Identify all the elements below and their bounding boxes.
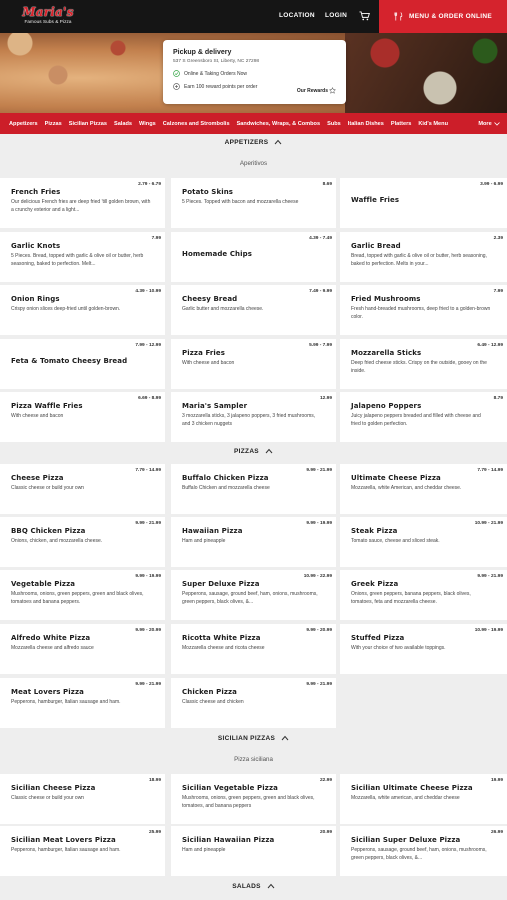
item-name: Ultimate Cheese Pizza <box>351 474 441 482</box>
item-description: Ham and pineapple <box>182 847 226 853</box>
menu-item-card[interactable] <box>340 392 507 442</box>
item-price: 22.99 <box>319 778 332 783</box>
item-description: Fresh hand-breaded mushrooms, deep fried to a golden-brown color. <box>351 306 491 320</box>
section-header-sicilian[interactable] <box>0 735 507 742</box>
section-title: SICILIAN PIZZAS <box>217 735 276 742</box>
item-price: 9.99 - 21.99 <box>477 574 503 579</box>
item-description: 5 Pieces. Bread, topped with garlic & olive oil or butter, herb seasoning, baked to perfection. Melt... <box>11 253 144 267</box>
chevron-up-icon <box>265 448 273 454</box>
item-description: Our delicious French fries are deep fried 'till golden brown, with a crunchy exterior and a light... <box>11 199 151 213</box>
item-description: Pepperons, sausage, ground beef, ham, onions, mushrooms, green peppers, black olives, &... <box>182 591 318 605</box>
menu-item-card[interactable] <box>0 232 165 282</box>
item-description: Classic cheese and chicken <box>182 699 244 705</box>
logo[interactable] <box>19 6 77 28</box>
menu-item-card[interactable] <box>340 232 507 282</box>
section-subtitle: Aperitivos <box>239 160 268 167</box>
item-name: Jalapeno Poppers <box>351 402 422 410</box>
item-description: With your choice of two available toppings. <box>351 645 446 651</box>
item-description: Bread, topped with garlic & olive oil or butter, herb seasoning, baked to perfection. Melts in your... <box>351 253 487 267</box>
item-name: Hawaiian Pizza <box>182 527 243 535</box>
menu-item-card[interactable] <box>171 464 336 514</box>
item-price: 10.99 - 22.99 <box>303 574 332 579</box>
item-price: 9.99 - 21.99 <box>135 682 161 687</box>
item-description: Pepperons, hamburger, Italian sausage and ham. <box>11 699 121 705</box>
item-description: Mozzarella, white American, and cheddar cheese. <box>351 485 462 491</box>
item-price: 6.69 - 8.99 <box>138 396 161 401</box>
category-tab[interactable]: Wings <box>139 120 156 127</box>
item-price: 9.99 - 20.99 <box>306 628 332 633</box>
menu-item-card[interactable] <box>340 570 507 620</box>
item-description: Deep fried cheese sticks. Crispy on the outside, gooey on the inside. <box>351 360 487 374</box>
item-price: 2.39 <box>493 236 503 241</box>
our-rewards-link[interactable]: Our Rewards <box>296 88 328 94</box>
cart-icon[interactable] <box>359 11 370 21</box>
item-description: Pepperons, sausage, ground beef, ham, onions, mushrooms, green peppers, black olives, &... <box>351 847 487 861</box>
login-link[interactable]: LOGIN <box>325 12 348 19</box>
menu-item-card[interactable] <box>171 392 336 442</box>
more-label: More <box>478 120 492 127</box>
item-price: 7.99 <box>493 289 503 294</box>
menu-item-card[interactable] <box>0 285 165 335</box>
item-name: Homemade Chips <box>182 250 253 258</box>
item-name: Mozzarella Sticks <box>351 349 422 357</box>
item-description: 3 mozzarella sticks, 3 jalapeno poppers, 3 fried mushrooms, and 3 chicken nuggets <box>182 413 316 427</box>
item-name: Steak Pizza <box>351 527 398 535</box>
item-price: 7.79 - 14.99 <box>477 468 503 473</box>
reward-text: Earn 100 reward points per order <box>184 83 258 90</box>
more-categories-button[interactable] <box>471 113 507 134</box>
item-name: Feta & Tomato Cheesy Bread <box>11 357 128 365</box>
item-name: Vegetable Pizza <box>11 580 76 588</box>
item-description: 5 Pieces. Topped with bacon and mozzarella cheese <box>182 199 299 205</box>
section-header-salads[interactable] <box>0 883 507 890</box>
logo-wordmark: Maria's <box>22 5 74 19</box>
category-tab[interactable]: Sandwiches, Wraps, & Combos <box>236 120 321 127</box>
section-header-pizzas[interactable] <box>0 448 507 455</box>
item-description: Tomato sauce, cheese and sliced steak. <box>351 538 440 544</box>
item-name: Fried Mushrooms <box>351 295 421 303</box>
item-description: With cheese and bacon <box>182 360 235 366</box>
fork-knife-icon <box>394 12 403 21</box>
check-circle-icon <box>173 70 180 77</box>
item-name: Sicilian Meat Lovers Pizza <box>11 836 116 844</box>
menu-item-card[interactable] <box>340 285 507 335</box>
menu-item-card[interactable] <box>0 826 165 876</box>
item-price: 8.69 <box>322 182 332 187</box>
item-name: Cheese Pizza <box>11 474 64 482</box>
item-price: 9.99 - 20.99 <box>135 628 161 633</box>
item-description: Crispy onion slices deep-fried until golden-brown. <box>11 306 121 312</box>
section-subtitle: Pizza siciliana <box>234 756 273 763</box>
menu-item-card[interactable] <box>0 624 165 674</box>
star-icon[interactable] <box>329 87 336 94</box>
item-name: Cheesy Bread <box>182 295 238 303</box>
item-name: Chicken Pizza <box>182 688 238 696</box>
section-header-appetizers[interactable] <box>0 139 507 146</box>
item-price: 9.99 - 19.99 <box>135 574 161 579</box>
menu-item-card[interactable] <box>0 678 165 728</box>
item-name: Alfredo White Pizza <box>11 634 91 642</box>
item-price: 7.49 - 9.99 <box>309 289 332 294</box>
item-price: 10.99 - 19.99 <box>474 628 503 633</box>
section-title: APPETIZERS <box>224 139 269 146</box>
menu-item-card[interactable] <box>340 339 507 389</box>
pickup-delivery-card <box>163 40 346 104</box>
category-tab[interactable]: Calzones and Strombolis <box>162 120 230 127</box>
item-name: Sicilian Super Deluxe Pizza <box>351 836 461 844</box>
menu-item-card[interactable] <box>171 339 336 389</box>
menu-item-card[interactable] <box>171 570 336 620</box>
category-tab[interactable]: Salads <box>113 120 133 127</box>
menu-item-card[interactable] <box>0 517 165 567</box>
online-status <box>173 70 336 77</box>
menu-item-card[interactable] <box>171 517 336 567</box>
item-name: Pizza Waffle Fries <box>11 402 83 410</box>
category-tab[interactable]: Italian Dishes <box>347 120 384 127</box>
pickup-address: 537 S Greensboro St, Liberty, NC 27298 <box>173 59 260 64</box>
item-name: Sicilian Hawaiian Pizza <box>182 836 275 844</box>
item-name: French Fries <box>11 188 61 196</box>
menu-item-card[interactable] <box>0 392 165 442</box>
item-price: 19.99 <box>490 778 503 783</box>
item-price: 7.99 <box>151 236 161 241</box>
item-description: Garlic butter and mozzarella cheese. <box>182 306 264 312</box>
menu-item-card[interactable] <box>0 464 165 514</box>
item-price: 8.79 <box>493 396 503 401</box>
item-name: Pizza Fries <box>182 349 226 357</box>
menu-item-card[interactable] <box>340 178 507 228</box>
chevron-down-icon <box>494 122 500 126</box>
section-title: SALADS <box>232 883 261 890</box>
category-tab[interactable]: Pizzas <box>44 120 62 127</box>
item-price: 9.99 - 19.99 <box>306 521 332 526</box>
item-name: Garlic Bread <box>351 242 401 250</box>
item-price: 4.39 - 7.49 <box>309 236 332 241</box>
item-description: Pepperons, hamburger, Italian sausage and ham. <box>11 847 121 853</box>
menu-item-card[interactable] <box>0 570 165 620</box>
item-name: Sicilian Ultimate Cheese Pizza <box>351 784 473 792</box>
item-price: 7.99 - 12.99 <box>135 343 161 348</box>
menu-item-card[interactable] <box>340 464 507 514</box>
plus-circle-icon <box>173 83 180 90</box>
category-nav <box>0 113 507 134</box>
item-description: Juicy jalapeno peppers breaded and filled with cheese and fried to golden perfection. <box>351 413 481 427</box>
category-tab[interactable]: Sicilian Pizzas <box>68 120 107 127</box>
category-tab[interactable]: Subs <box>327 120 341 127</box>
menu-order-online-button[interactable] <box>379 0 507 33</box>
chevron-up-icon <box>274 139 282 145</box>
item-price: 10.99 - 21.99 <box>474 521 503 526</box>
menu-item-card[interactable] <box>171 178 336 228</box>
menu-item-card[interactable] <box>0 339 165 389</box>
item-description: Buffalo Chicken and mozzarella cheese <box>182 485 270 491</box>
item-price: 20.99 <box>319 830 332 835</box>
item-price: 7.79 - 14.99 <box>135 468 161 473</box>
item-price: 5.99 - 7.99 <box>309 343 332 348</box>
category-tab[interactable]: Kid's Menu <box>418 120 448 127</box>
hero-image-right <box>345 33 507 113</box>
menu-item-card[interactable] <box>340 826 507 876</box>
logo-tagline: Famous Subs & Pizza <box>24 19 72 24</box>
menu-item-card[interactable] <box>171 826 336 876</box>
item-name: Buffalo Chicken Pizza <box>182 474 269 482</box>
menu-item-card[interactable] <box>171 774 336 824</box>
menu-item-card[interactable] <box>171 285 336 335</box>
item-name: Stuffed Pizza <box>351 634 405 642</box>
item-price: 9.99 - 21.99 <box>306 468 332 473</box>
item-name: Onion Rings <box>11 295 60 303</box>
menu-item-card[interactable] <box>171 678 336 728</box>
top-header <box>0 0 507 33</box>
item-description: With cheese and bacon <box>11 413 64 419</box>
item-price: 12.99 <box>319 396 332 401</box>
online-status-text: Online & Taking Orders Now <box>184 70 247 77</box>
item-description: Mozzarella cheese and ricota cheese <box>182 645 265 651</box>
item-description: Mozzarella cheese and alfredo sauce <box>11 645 94 651</box>
item-price: 3.99 - 6.99 <box>480 182 503 187</box>
item-name: Meat Lovers Pizza <box>11 688 84 696</box>
menu-item-card[interactable] <box>340 517 507 567</box>
item-description: Classic cheese or build your own <box>11 795 85 801</box>
item-price: 25.99 <box>148 830 161 835</box>
menu-item-card[interactable] <box>171 232 336 282</box>
item-description: Mushrooms, onions, green peppers, green and black olives, tomatoes and banana peppers. <box>11 591 144 605</box>
item-name: BBQ Chicken Pizza <box>11 527 86 535</box>
category-tab[interactable]: Appetizers <box>9 120 38 127</box>
item-description: Ham and pineapple <box>182 538 226 544</box>
menu-item-card[interactable] <box>171 624 336 674</box>
item-description: Classic cheese or build your own <box>11 485 85 491</box>
item-name: Sicilian Cheese Pizza <box>11 784 96 792</box>
item-name: Potato Skins <box>182 188 234 196</box>
order-button-label: MENU & ORDER ONLINE <box>409 13 492 20</box>
menu-item-card[interactable] <box>340 774 507 824</box>
category-tab[interactable]: Platters <box>390 120 412 127</box>
item-price: 2.79 - 6.79 <box>138 182 161 187</box>
item-price: 26.99 <box>490 830 503 835</box>
item-name: Greek Pizza <box>351 580 399 588</box>
item-name: Waffle Fries <box>351 196 400 204</box>
item-description: Onions, chicken, and mozzarella cheese. <box>11 538 103 544</box>
item-name: Garlic Knots <box>11 242 61 250</box>
pickup-title: Pickup & delivery <box>173 49 232 56</box>
item-description: Mozzarella, white american, and cheddar cheese <box>351 795 460 801</box>
menu-item-card[interactable] <box>340 624 507 674</box>
chevron-up-icon <box>281 735 289 741</box>
item-price: 6.49 - 12.99 <box>477 343 503 348</box>
item-description: Onions, green peppers, banana peppers, black olives, tomatoes, feta and mozzarella cheese. <box>351 591 471 605</box>
location-link[interactable]: LOCATION <box>279 12 315 19</box>
section-title: PIZZAS <box>234 448 259 455</box>
item-price: 18.99 <box>148 778 161 783</box>
item-name: Ricotta White Pizza <box>182 634 261 642</box>
item-price: 9.99 - 21.99 <box>135 521 161 526</box>
item-name: Maria's Sampler <box>182 402 248 410</box>
menu-item-card[interactable] <box>0 178 165 228</box>
item-description: Mushrooms, onions, green peppers, green and black olives, tomatoes, and banana peppers <box>182 795 315 809</box>
item-name: Super Deluxe Pizza <box>182 580 260 588</box>
chevron-up-icon <box>267 883 275 889</box>
item-name: Sicilian Vegetable Pizza <box>182 784 278 792</box>
item-price: 9.99 - 21.99 <box>306 682 332 687</box>
menu-item-card[interactable] <box>0 774 165 824</box>
item-price: 4.39 - 10.99 <box>135 289 161 294</box>
